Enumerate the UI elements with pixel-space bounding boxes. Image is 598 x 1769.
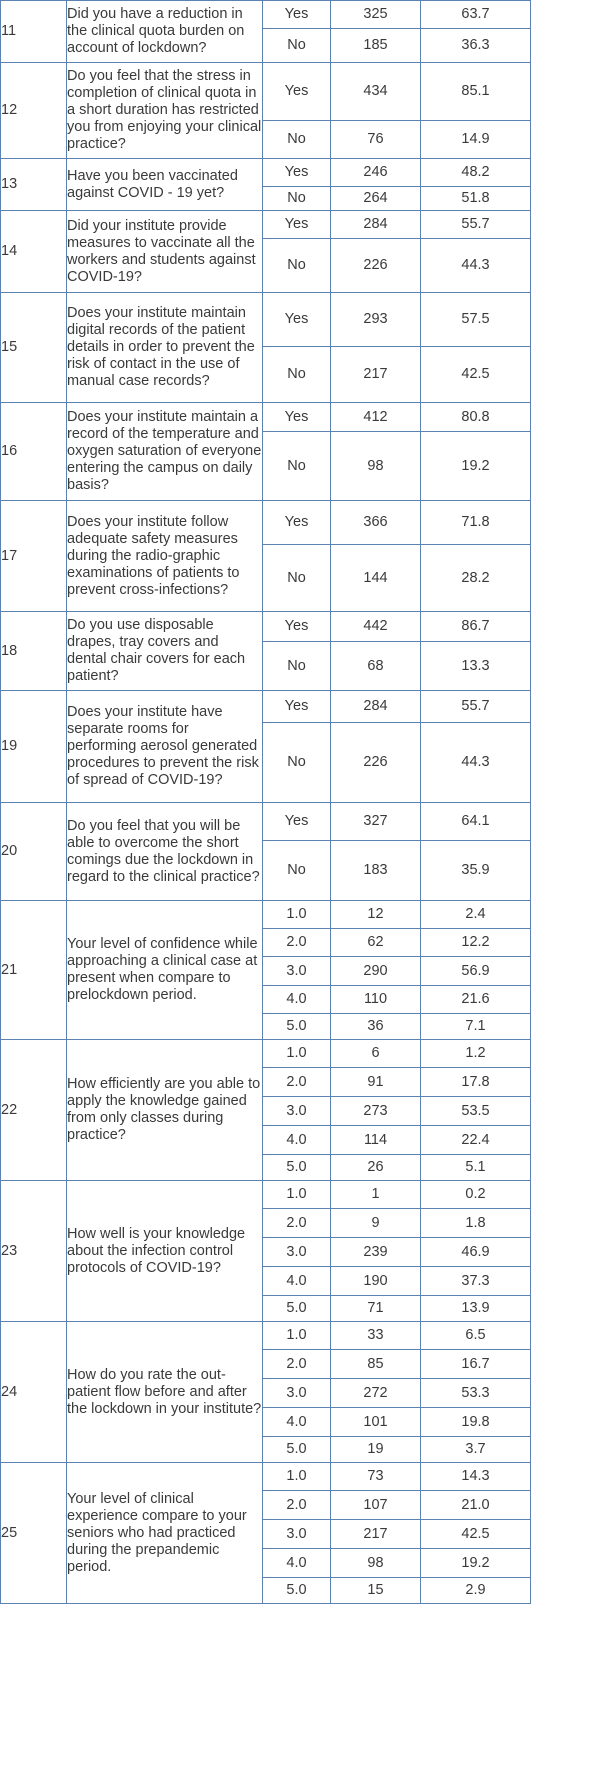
response-cell: 3.0 bbox=[263, 1238, 331, 1267]
response-cell: 2.0 bbox=[263, 1209, 331, 1238]
percent-cell: 13.3 bbox=[421, 642, 531, 691]
percent-cell: 56.9 bbox=[421, 957, 531, 986]
percent-cell: 16.7 bbox=[421, 1350, 531, 1379]
percent-cell: 1.2 bbox=[421, 1040, 531, 1068]
question-number-cell: 22 bbox=[1, 1040, 67, 1181]
percent-cell: 44.3 bbox=[421, 723, 531, 803]
question-text-cell: Have you been vaccinated against COVID - 19 yet? bbox=[67, 159, 263, 211]
percent-cell: 19.2 bbox=[421, 1549, 531, 1578]
count-cell: 434 bbox=[331, 63, 421, 121]
response-cell: 1.0 bbox=[263, 1040, 331, 1068]
response-cell: Yes bbox=[263, 403, 331, 432]
table-row bbox=[1, 691, 531, 723]
response-cell: 2.0 bbox=[263, 929, 331, 957]
percent-cell: 21.0 bbox=[421, 1491, 531, 1520]
response-cell: No bbox=[263, 347, 331, 403]
count-cell: 107 bbox=[331, 1491, 421, 1520]
response-cell: 5.0 bbox=[263, 1437, 331, 1463]
question-number-cell: 12 bbox=[1, 63, 67, 159]
question-text-cell: Do you feel that you will be able to overcome the short comings due the lockdown in regard to the clinical practice? bbox=[67, 803, 263, 901]
percent-cell: 53.5 bbox=[421, 1097, 531, 1126]
count-cell: 110 bbox=[331, 986, 421, 1014]
table-row bbox=[1, 1463, 531, 1491]
percent-cell: 71.8 bbox=[421, 501, 531, 545]
response-cell: No bbox=[263, 239, 331, 293]
percent-cell: 64.1 bbox=[421, 803, 531, 841]
response-cell: 5.0 bbox=[263, 1155, 331, 1181]
count-cell: 71 bbox=[331, 1296, 421, 1322]
question-number-cell: 13 bbox=[1, 159, 67, 211]
response-cell: No bbox=[263, 723, 331, 803]
count-cell: 264 bbox=[331, 187, 421, 211]
count-cell: 33 bbox=[331, 1322, 421, 1350]
percent-cell: 2.9 bbox=[421, 1578, 531, 1604]
percent-cell: 28.2 bbox=[421, 545, 531, 612]
table-row bbox=[1, 1181, 531, 1209]
question-text-cell: Did your institute provide measures to vaccinate all the workers and students against COVID-19? bbox=[67, 211, 263, 293]
percent-cell: 3.7 bbox=[421, 1437, 531, 1463]
count-cell: 412 bbox=[331, 403, 421, 432]
percent-cell: 57.5 bbox=[421, 293, 531, 347]
response-cell: No bbox=[263, 642, 331, 691]
question-number-cell: 24 bbox=[1, 1322, 67, 1463]
question-number-cell: 16 bbox=[1, 403, 67, 501]
table-row bbox=[1, 1, 531, 29]
percent-cell: 36.3 bbox=[421, 29, 531, 63]
percent-cell: 55.7 bbox=[421, 211, 531, 239]
count-cell: 293 bbox=[331, 293, 421, 347]
count-cell: 98 bbox=[331, 432, 421, 501]
count-cell: 76 bbox=[331, 121, 421, 159]
response-cell: Yes bbox=[263, 1, 331, 29]
count-cell: 19 bbox=[331, 1437, 421, 1463]
count-cell: 226 bbox=[331, 723, 421, 803]
response-cell: 4.0 bbox=[263, 1267, 331, 1296]
percent-cell: 14.9 bbox=[421, 121, 531, 159]
response-cell: Yes bbox=[263, 501, 331, 545]
question-text-cell: Your level of confidence while approaching a clinical case at present when compare to prelockdown period. bbox=[67, 901, 263, 1040]
table-row bbox=[1, 159, 531, 187]
response-cell: No bbox=[263, 121, 331, 159]
response-cell: No bbox=[263, 432, 331, 501]
percent-cell: 19.8 bbox=[421, 1408, 531, 1437]
response-cell: No bbox=[263, 29, 331, 63]
response-cell: 1.0 bbox=[263, 1322, 331, 1350]
count-cell: 144 bbox=[331, 545, 421, 612]
percent-cell: 86.7 bbox=[421, 612, 531, 642]
response-cell: 4.0 bbox=[263, 1408, 331, 1437]
question-number-cell: 15 bbox=[1, 293, 67, 403]
count-cell: 273 bbox=[331, 1097, 421, 1126]
response-cell: No bbox=[263, 187, 331, 211]
response-cell: 3.0 bbox=[263, 1520, 331, 1549]
count-cell: 290 bbox=[331, 957, 421, 986]
count-cell: 85 bbox=[331, 1350, 421, 1379]
count-cell: 284 bbox=[331, 211, 421, 239]
table-row bbox=[1, 211, 531, 239]
table-row bbox=[1, 403, 531, 432]
percent-cell: 37.3 bbox=[421, 1267, 531, 1296]
question-text-cell: Does your institute have separate rooms for performing aerosol generated procedures to prevent the risk of spread of COVID-19? bbox=[67, 691, 263, 803]
question-text-cell: How well is your knowledge about the infection control protocols of COVID-19? bbox=[67, 1181, 263, 1322]
response-cell: 2.0 bbox=[263, 1068, 331, 1097]
response-cell: 3.0 bbox=[263, 1097, 331, 1126]
response-cell: 1.0 bbox=[263, 1463, 331, 1491]
count-cell: 183 bbox=[331, 841, 421, 901]
response-cell: Yes bbox=[263, 691, 331, 723]
count-cell: 62 bbox=[331, 929, 421, 957]
count-cell: 73 bbox=[331, 1463, 421, 1491]
response-cell: Yes bbox=[263, 612, 331, 642]
count-cell: 246 bbox=[331, 159, 421, 187]
response-cell: 3.0 bbox=[263, 957, 331, 986]
percent-cell: 2.4 bbox=[421, 901, 531, 929]
percent-cell: 51.8 bbox=[421, 187, 531, 211]
table-row bbox=[1, 803, 531, 841]
percent-cell: 85.1 bbox=[421, 63, 531, 121]
percent-cell: 44.3 bbox=[421, 239, 531, 293]
question-text-cell: Does your institute maintain digital records of the patient details in order to prevent the risk of contact in the use of manual case records? bbox=[67, 293, 263, 403]
table-row bbox=[1, 293, 531, 347]
survey-table-body bbox=[1, 1, 531, 1604]
response-cell: 5.0 bbox=[263, 1014, 331, 1040]
response-cell: 5.0 bbox=[263, 1296, 331, 1322]
count-cell: 91 bbox=[331, 1068, 421, 1097]
count-cell: 6 bbox=[331, 1040, 421, 1068]
table-row bbox=[1, 1322, 531, 1350]
question-number-cell: 11 bbox=[1, 1, 67, 63]
table-row bbox=[1, 63, 531, 121]
count-cell: 226 bbox=[331, 239, 421, 293]
table-row bbox=[1, 612, 531, 642]
percent-cell: 80.8 bbox=[421, 403, 531, 432]
response-cell: 4.0 bbox=[263, 986, 331, 1014]
question-number-cell: 17 bbox=[1, 501, 67, 612]
count-cell: 239 bbox=[331, 1238, 421, 1267]
percent-cell: 42.5 bbox=[421, 347, 531, 403]
percent-cell: 42.5 bbox=[421, 1520, 531, 1549]
response-cell: 2.0 bbox=[263, 1350, 331, 1379]
response-cell: Yes bbox=[263, 803, 331, 841]
count-cell: 190 bbox=[331, 1267, 421, 1296]
percent-cell: 12.2 bbox=[421, 929, 531, 957]
percent-cell: 48.2 bbox=[421, 159, 531, 187]
question-number-cell: 25 bbox=[1, 1463, 67, 1604]
count-cell: 12 bbox=[331, 901, 421, 929]
count-cell: 284 bbox=[331, 691, 421, 723]
question-text-cell: Do you use disposable drapes, tray covers and dental chair covers for each patient? bbox=[67, 612, 263, 691]
percent-cell: 7.1 bbox=[421, 1014, 531, 1040]
question-text-cell: Your level of clinical experience compare to your seniors who had practiced during the prepandemic period. bbox=[67, 1463, 263, 1604]
percent-cell: 14.3 bbox=[421, 1463, 531, 1491]
count-cell: 9 bbox=[331, 1209, 421, 1238]
count-cell: 15 bbox=[331, 1578, 421, 1604]
table-row bbox=[1, 901, 531, 929]
response-cell: No bbox=[263, 841, 331, 901]
question-text-cell: Did you have a reduction in the clinical quota burden on account of lockdown? bbox=[67, 1, 263, 63]
response-cell: Yes bbox=[263, 293, 331, 347]
question-number-cell: 14 bbox=[1, 211, 67, 293]
percent-cell: 21.6 bbox=[421, 986, 531, 1014]
percent-cell: 55.7 bbox=[421, 691, 531, 723]
count-cell: 327 bbox=[331, 803, 421, 841]
percent-cell: 22.4 bbox=[421, 1126, 531, 1155]
count-cell: 185 bbox=[331, 29, 421, 63]
question-text-cell: Does your institute maintain a record of the temperature and oxygen saturation of everyone entering the campus on daily basis? bbox=[67, 403, 263, 501]
question-text-cell: Does your institute follow adequate safety measures during the radio-graphic examinations of patients to prevent cross-infections? bbox=[67, 501, 263, 612]
count-cell: 101 bbox=[331, 1408, 421, 1437]
percent-cell: 17.8 bbox=[421, 1068, 531, 1097]
response-cell: 4.0 bbox=[263, 1549, 331, 1578]
count-cell: 442 bbox=[331, 612, 421, 642]
percent-cell: 13.9 bbox=[421, 1296, 531, 1322]
response-cell: 4.0 bbox=[263, 1126, 331, 1155]
count-cell: 36 bbox=[331, 1014, 421, 1040]
table-row bbox=[1, 1040, 531, 1068]
count-cell: 325 bbox=[331, 1, 421, 29]
count-cell: 26 bbox=[331, 1155, 421, 1181]
response-cell: 1.0 bbox=[263, 901, 331, 929]
response-cell: 3.0 bbox=[263, 1379, 331, 1408]
percent-cell: 46.9 bbox=[421, 1238, 531, 1267]
response-cell: Yes bbox=[263, 63, 331, 121]
count-cell: 98 bbox=[331, 1549, 421, 1578]
question-number-cell: 18 bbox=[1, 612, 67, 691]
question-number-cell: 23 bbox=[1, 1181, 67, 1322]
percent-cell: 53.3 bbox=[421, 1379, 531, 1408]
count-cell: 217 bbox=[331, 347, 421, 403]
percent-cell: 63.7 bbox=[421, 1, 531, 29]
response-cell: 1.0 bbox=[263, 1181, 331, 1209]
percent-cell: 6.5 bbox=[421, 1322, 531, 1350]
question-number-cell: 21 bbox=[1, 901, 67, 1040]
count-cell: 272 bbox=[331, 1379, 421, 1408]
response-cell: 2.0 bbox=[263, 1491, 331, 1520]
percent-cell: 5.1 bbox=[421, 1155, 531, 1181]
count-cell: 68 bbox=[331, 642, 421, 691]
response-cell: Yes bbox=[263, 211, 331, 239]
count-cell: 217 bbox=[331, 1520, 421, 1549]
question-text-cell: How efficiently are you able to apply the knowledge gained from only classes during practice? bbox=[67, 1040, 263, 1181]
percent-cell: 35.9 bbox=[421, 841, 531, 901]
table-row bbox=[1, 501, 531, 545]
question-text-cell: Do you feel that the stress in completion of clinical quota in a short duration has restricted you from enjoying your clinical practice? bbox=[67, 63, 263, 159]
count-cell: 1 bbox=[331, 1181, 421, 1209]
percent-cell: 1.8 bbox=[421, 1209, 531, 1238]
question-number-cell: 20 bbox=[1, 803, 67, 901]
response-cell: No bbox=[263, 545, 331, 612]
percent-cell: 19.2 bbox=[421, 432, 531, 501]
response-cell: Yes bbox=[263, 159, 331, 187]
count-cell: 366 bbox=[331, 501, 421, 545]
count-cell: 114 bbox=[331, 1126, 421, 1155]
response-cell: 5.0 bbox=[263, 1578, 331, 1604]
percent-cell: 0.2 bbox=[421, 1181, 531, 1209]
question-number-cell: 19 bbox=[1, 691, 67, 803]
question-text-cell: How do you rate the out-patient flow before and after the lockdown in your institute? bbox=[67, 1322, 263, 1463]
